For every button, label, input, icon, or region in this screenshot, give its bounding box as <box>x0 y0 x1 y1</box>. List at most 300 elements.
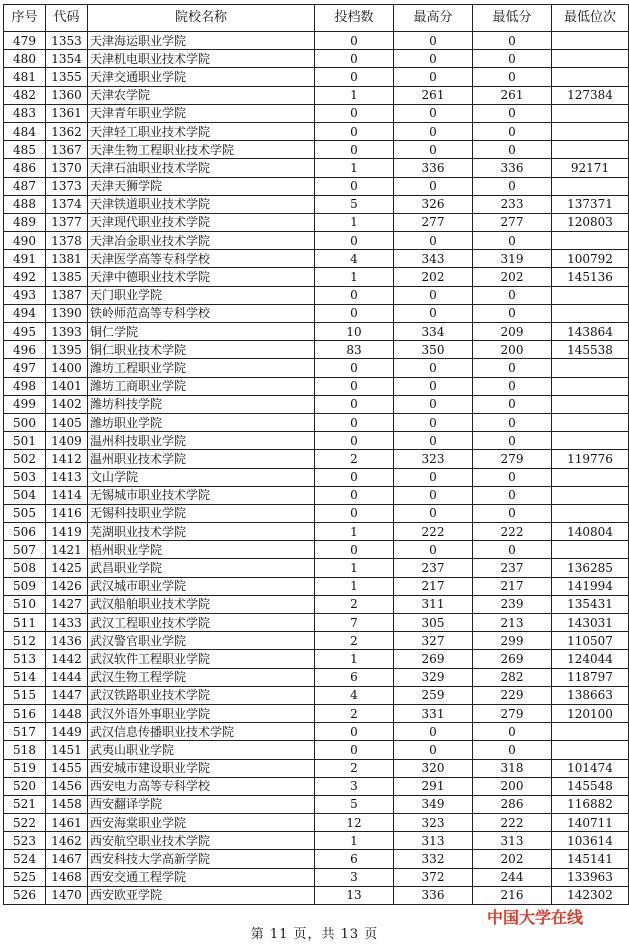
cell-admitted-count: 1 <box>315 213 394 231</box>
cell-admitted-count: 2 <box>315 759 394 777</box>
cell-code: 1419 <box>46 523 88 541</box>
cell-code: 1425 <box>46 559 88 577</box>
table-row <box>4 377 629 395</box>
cell-highest-score: 336 <box>394 886 473 904</box>
table-row <box>4 741 629 759</box>
cell-code: 1385 <box>46 268 88 286</box>
table-row <box>4 886 629 904</box>
cell-lowest-score: 0 <box>473 32 552 50</box>
table-row <box>4 323 629 341</box>
cell-admitted-count: 2 <box>315 450 394 468</box>
cell-highest-score: 261 <box>394 86 473 104</box>
cell-school-name: 天津医学高等专科学校 <box>88 250 315 268</box>
cell-school-name: 天津轻工职业技术学院 <box>88 122 315 140</box>
header-index: 序号 <box>4 5 46 32</box>
cell-code: 1373 <box>46 177 88 195</box>
cell-highest-score: 323 <box>394 814 473 832</box>
header-highest-score: 最高分 <box>394 5 473 32</box>
cell-lowest-score: 0 <box>473 741 552 759</box>
table-row <box>4 395 629 413</box>
cell-code: 1458 <box>46 795 88 813</box>
cell-code: 1467 <box>46 850 88 868</box>
cell-school-name: 铁岭师范高等专科学校 <box>88 304 315 322</box>
cell-index: 484 <box>4 122 46 140</box>
cell-admitted-count: 83 <box>315 341 394 359</box>
cell-admitted-count: 0 <box>315 395 394 413</box>
cell-highest-score: 343 <box>394 250 473 268</box>
header-code: 代码 <box>46 5 88 32</box>
cell-admitted-count: 3 <box>315 868 394 886</box>
cell-lowest-score: 319 <box>473 250 552 268</box>
cell-admitted-count: 0 <box>315 141 394 159</box>
cell-code: 1447 <box>46 686 88 704</box>
cell-school-name: 铜仁学院 <box>88 323 315 341</box>
cell-lowest-score: 318 <box>473 759 552 777</box>
cell-admitted-count: 2 <box>315 595 394 613</box>
cell-school-name: 梧州职业学院 <box>88 541 315 559</box>
cell-admitted-count: 0 <box>315 541 394 559</box>
cell-school-name: 武汉警官职业学院 <box>88 632 315 650</box>
cell-lowest-score: 202 <box>473 850 552 868</box>
cell-highest-score: 0 <box>394 104 473 122</box>
cell-admitted-count: 1 <box>315 577 394 595</box>
cell-highest-score: 0 <box>394 413 473 431</box>
cell-lowest-rank <box>552 304 629 322</box>
cell-school-name: 无锡科技职业学院 <box>88 504 315 522</box>
table-row <box>4 50 629 68</box>
cell-code: 1360 <box>46 86 88 104</box>
table-row <box>4 668 629 686</box>
cell-school-name: 武汉信息传播职业技术学院 <box>88 723 315 741</box>
cell-highest-score: 217 <box>394 577 473 595</box>
cell-code: 1387 <box>46 286 88 304</box>
cell-admitted-count: 0 <box>315 50 394 68</box>
cell-lowest-score: 0 <box>473 468 552 486</box>
cell-admitted-count: 1 <box>315 159 394 177</box>
admission-score-table <box>3 4 629 905</box>
cell-lowest-rank: 143864 <box>552 323 629 341</box>
cell-index: 516 <box>4 704 46 722</box>
cell-index: 481 <box>4 68 46 86</box>
cell-code: 1401 <box>46 377 88 395</box>
cell-code: 1353 <box>46 32 88 50</box>
cell-index: 495 <box>4 323 46 341</box>
table-row <box>4 122 629 140</box>
table-row <box>4 341 629 359</box>
cell-index: 489 <box>4 213 46 231</box>
cell-index: 504 <box>4 486 46 504</box>
cell-highest-score: 331 <box>394 704 473 722</box>
cell-code: 1362 <box>46 122 88 140</box>
cell-highest-score: 0 <box>394 68 473 86</box>
cell-lowest-rank <box>552 50 629 68</box>
cell-index: 500 <box>4 413 46 431</box>
cell-highest-score: 350 <box>394 341 473 359</box>
cell-admitted-count: 1 <box>315 650 394 668</box>
cell-lowest-score: 0 <box>473 395 552 413</box>
cell-admitted-count: 7 <box>315 614 394 632</box>
cell-highest-score: 0 <box>394 122 473 140</box>
cell-school-name: 武汉软件工程职业学院 <box>88 650 315 668</box>
cell-school-name: 温州科技职业学院 <box>88 432 315 450</box>
cell-highest-score: 0 <box>394 377 473 395</box>
cell-index: 523 <box>4 832 46 850</box>
cell-school-name: 潍坊工程职业学院 <box>88 359 315 377</box>
cell-index: 488 <box>4 195 46 213</box>
cell-admitted-count: 0 <box>315 32 394 50</box>
page-footer: 第 11 页，共 13 页 <box>250 927 379 942</box>
cell-lowest-rank <box>552 286 629 304</box>
cell-school-name: 西安科技大学高新学院 <box>88 850 315 868</box>
cell-lowest-score: 0 <box>473 377 552 395</box>
cell-code: 1449 <box>46 723 88 741</box>
table-row <box>4 614 629 632</box>
cell-code: 1426 <box>46 577 88 595</box>
table-row <box>4 650 629 668</box>
cell-school-name: 西安交通工程学院 <box>88 868 315 886</box>
cell-lowest-rank <box>552 432 629 450</box>
table-row <box>4 232 629 250</box>
cell-lowest-score: 0 <box>473 232 552 250</box>
cell-lowest-rank <box>552 141 629 159</box>
cell-lowest-score: 0 <box>473 413 552 431</box>
table-row <box>4 86 629 104</box>
table-row <box>4 68 629 86</box>
cell-code: 1409 <box>46 432 88 450</box>
cell-lowest-score: 222 <box>473 814 552 832</box>
cell-highest-score: 0 <box>394 541 473 559</box>
table-row <box>4 304 629 322</box>
cell-index: 503 <box>4 468 46 486</box>
cell-lowest-rank <box>552 232 629 250</box>
table-row <box>4 468 629 486</box>
cell-index: 524 <box>4 850 46 868</box>
cell-index: 511 <box>4 614 46 632</box>
cell-lowest-rank: 110507 <box>552 632 629 650</box>
cell-highest-score: 0 <box>394 395 473 413</box>
cell-school-name: 天津中德职业技术学院 <box>88 268 315 286</box>
cell-school-name: 天门职业学院 <box>88 286 315 304</box>
cell-highest-score: 336 <box>394 159 473 177</box>
cell-school-name: 芜湖职业技术学院 <box>88 523 315 541</box>
cell-lowest-rank: 145548 <box>552 777 629 795</box>
cell-lowest-score: 269 <box>473 650 552 668</box>
cell-admitted-count: 0 <box>315 177 394 195</box>
table-row <box>4 759 629 777</box>
watermark-logo: 中国大学在线 <box>487 908 584 927</box>
cell-highest-score: 0 <box>394 286 473 304</box>
table-row <box>4 704 629 722</box>
cell-index: 505 <box>4 504 46 522</box>
cell-admitted-count: 0 <box>315 504 394 522</box>
cell-admitted-count: 0 <box>315 413 394 431</box>
table-row <box>4 577 629 595</box>
cell-lowest-rank: 127384 <box>552 86 629 104</box>
cell-lowest-rank <box>552 122 629 140</box>
cell-code: 1378 <box>46 232 88 250</box>
cell-lowest-rank: 124044 <box>552 650 629 668</box>
cell-lowest-rank <box>552 177 629 195</box>
cell-code: 1444 <box>46 668 88 686</box>
cell-index: 498 <box>4 377 46 395</box>
cell-admitted-count: 1 <box>315 832 394 850</box>
cell-code: 1354 <box>46 50 88 68</box>
cell-admitted-count: 10 <box>315 323 394 341</box>
cell-lowest-score: 299 <box>473 632 552 650</box>
cell-school-name: 天津石油职业技术学院 <box>88 159 315 177</box>
header-lowest-rank: 最低位次 <box>552 5 629 32</box>
header-admitted-count: 投档数 <box>315 5 394 32</box>
cell-code: 1413 <box>46 468 88 486</box>
cell-lowest-score: 229 <box>473 686 552 704</box>
cell-code: 1448 <box>46 704 88 722</box>
cell-school-name: 潍坊工商职业学院 <box>88 377 315 395</box>
score-table-page <box>3 4 628 905</box>
cell-code: 1470 <box>46 886 88 904</box>
cell-admitted-count: 12 <box>315 814 394 832</box>
cell-admitted-count: 5 <box>315 195 394 213</box>
cell-index: 522 <box>4 814 46 832</box>
cell-highest-score: 0 <box>394 304 473 322</box>
table-row <box>4 432 629 450</box>
cell-lowest-score: 0 <box>473 104 552 122</box>
cell-admitted-count: 0 <box>315 741 394 759</box>
cell-index: 493 <box>4 286 46 304</box>
cell-admitted-count: 13 <box>315 886 394 904</box>
cell-school-name: 天津冶金职业技术学院 <box>88 232 315 250</box>
cell-lowest-rank <box>552 32 629 50</box>
cell-school-name: 潍坊职业学院 <box>88 413 315 431</box>
cell-index: 514 <box>4 668 46 686</box>
table-row <box>4 832 629 850</box>
cell-school-name: 天津青年职业学院 <box>88 104 315 122</box>
cell-code: 1436 <box>46 632 88 650</box>
cell-admitted-count: 0 <box>315 286 394 304</box>
cell-highest-score: 0 <box>394 177 473 195</box>
table-row <box>4 177 629 195</box>
cell-school-name: 天津农学院 <box>88 86 315 104</box>
cell-lowest-rank: 135431 <box>552 595 629 613</box>
cell-index: 485 <box>4 141 46 159</box>
cell-code: 1461 <box>46 814 88 832</box>
cell-lowest-rank <box>552 104 629 122</box>
cell-school-name: 西安翻译学院 <box>88 795 315 813</box>
cell-admitted-count: 2 <box>315 704 394 722</box>
cell-admitted-count: 0 <box>315 432 394 450</box>
cell-admitted-count: 6 <box>315 668 394 686</box>
cell-code: 1361 <box>46 104 88 122</box>
cell-admitted-count: 0 <box>315 359 394 377</box>
cell-lowest-rank: 143031 <box>552 614 629 632</box>
cell-admitted-count: 5 <box>315 795 394 813</box>
table-row <box>4 868 629 886</box>
cell-lowest-score: 209 <box>473 323 552 341</box>
table-row <box>4 814 629 832</box>
cell-index: 520 <box>4 777 46 795</box>
cell-school-name: 铜仁职业技术学院 <box>88 341 315 359</box>
table-row <box>4 723 629 741</box>
cell-lowest-score: 217 <box>473 577 552 595</box>
table-row <box>4 32 629 50</box>
header-lowest-score: 最低分 <box>473 5 552 32</box>
cell-school-name: 无锡城市职业技术学院 <box>88 486 315 504</box>
cell-code: 1405 <box>46 413 88 431</box>
cell-index: 480 <box>4 50 46 68</box>
cell-lowest-score: 261 <box>473 86 552 104</box>
cell-school-name: 西安航空职业技术学院 <box>88 832 315 850</box>
cell-lowest-rank: 118797 <box>552 668 629 686</box>
cell-lowest-score: 0 <box>473 50 552 68</box>
cell-lowest-score: 0 <box>473 723 552 741</box>
cell-index: 519 <box>4 759 46 777</box>
cell-lowest-score: 213 <box>473 614 552 632</box>
cell-highest-score: 332 <box>394 850 473 868</box>
cell-school-name: 天津海运职业学院 <box>88 32 315 50</box>
cell-lowest-rank: 136285 <box>552 559 629 577</box>
cell-lowest-rank: 145136 <box>552 268 629 286</box>
cell-highest-score: 0 <box>394 50 473 68</box>
cell-index: 490 <box>4 232 46 250</box>
cell-lowest-score: 0 <box>473 122 552 140</box>
cell-index: 513 <box>4 650 46 668</box>
cell-code: 1412 <box>46 450 88 468</box>
cell-lowest-rank: 133963 <box>552 868 629 886</box>
cell-highest-score: 237 <box>394 559 473 577</box>
cell-lowest-score: 216 <box>473 886 552 904</box>
cell-school-name: 潍坊科技学院 <box>88 395 315 413</box>
cell-highest-score: 326 <box>394 195 473 213</box>
cell-lowest-score: 279 <box>473 704 552 722</box>
cell-index: 483 <box>4 104 46 122</box>
table-row <box>4 195 629 213</box>
cell-lowest-rank: 92171 <box>552 159 629 177</box>
cell-highest-score: 329 <box>394 668 473 686</box>
table-row <box>4 777 629 795</box>
table-row <box>4 450 629 468</box>
cell-highest-score: 0 <box>394 723 473 741</box>
table-row <box>4 523 629 541</box>
cell-index: 499 <box>4 395 46 413</box>
cell-code: 1355 <box>46 68 88 86</box>
cell-lowest-score: 0 <box>473 486 552 504</box>
cell-index: 502 <box>4 450 46 468</box>
cell-highest-score: 372 <box>394 868 473 886</box>
cell-school-name: 武汉城市职业学院 <box>88 577 315 595</box>
cell-index: 508 <box>4 559 46 577</box>
cell-highest-score: 259 <box>394 686 473 704</box>
cell-admitted-count: 0 <box>315 122 394 140</box>
cell-index: 506 <box>4 523 46 541</box>
cell-lowest-score: 222 <box>473 523 552 541</box>
table-row <box>4 286 629 304</box>
cell-highest-score: 320 <box>394 759 473 777</box>
cell-code: 1402 <box>46 395 88 413</box>
cell-index: 512 <box>4 632 46 650</box>
cell-index: 517 <box>4 723 46 741</box>
cell-lowest-score: 0 <box>473 286 552 304</box>
cell-lowest-rank <box>552 723 629 741</box>
cell-lowest-score: 244 <box>473 868 552 886</box>
cell-lowest-rank <box>552 541 629 559</box>
cell-lowest-score: 0 <box>473 177 552 195</box>
cell-lowest-score: 279 <box>473 450 552 468</box>
cell-lowest-rank: 100792 <box>552 250 629 268</box>
cell-highest-score: 311 <box>394 595 473 613</box>
cell-lowest-score: 286 <box>473 795 552 813</box>
table-body <box>4 32 629 905</box>
cell-code: 1442 <box>46 650 88 668</box>
cell-code: 1462 <box>46 832 88 850</box>
cell-highest-score: 349 <box>394 795 473 813</box>
table-row <box>4 504 629 522</box>
cell-school-name: 温州职业技术学院 <box>88 450 315 468</box>
cell-index: 492 <box>4 268 46 286</box>
cell-school-name: 武夷山职业学院 <box>88 741 315 759</box>
cell-highest-score: 222 <box>394 523 473 541</box>
cell-code: 1414 <box>46 486 88 504</box>
cell-lowest-rank <box>552 504 629 522</box>
cell-code: 1367 <box>46 141 88 159</box>
cell-admitted-count: 0 <box>315 377 394 395</box>
table-row <box>4 559 629 577</box>
cell-admitted-count: 1 <box>315 559 394 577</box>
cell-admitted-count: 4 <box>315 250 394 268</box>
cell-school-name: 武汉工程职业技术学院 <box>88 614 315 632</box>
cell-index: 510 <box>4 595 46 613</box>
cell-school-name: 西安城市建设职业学院 <box>88 759 315 777</box>
cell-lowest-score: 336 <box>473 159 552 177</box>
cell-highest-score: 0 <box>394 32 473 50</box>
cell-highest-score: 291 <box>394 777 473 795</box>
cell-lowest-score: 0 <box>473 541 552 559</box>
table-row <box>4 413 629 431</box>
table-row <box>4 141 629 159</box>
cell-school-name: 天津交通职业学院 <box>88 68 315 86</box>
cell-lowest-score: 313 <box>473 832 552 850</box>
cell-highest-score: 313 <box>394 832 473 850</box>
cell-lowest-rank: 141994 <box>552 577 629 595</box>
cell-highest-score: 202 <box>394 268 473 286</box>
cell-lowest-rank: 145141 <box>552 850 629 868</box>
cell-code: 1370 <box>46 159 88 177</box>
cell-code: 1377 <box>46 213 88 231</box>
cell-school-name: 武昌职业学院 <box>88 559 315 577</box>
cell-lowest-rank: 120100 <box>552 704 629 722</box>
cell-index: 507 <box>4 541 46 559</box>
cell-lowest-rank <box>552 377 629 395</box>
cell-highest-score: 334 <box>394 323 473 341</box>
header-school-name: 院校名称 <box>88 5 315 32</box>
cell-lowest-score: 0 <box>473 304 552 322</box>
cell-school-name: 天津铁道职业技术学院 <box>88 195 315 213</box>
cell-school-name: 天津现代职业技术学院 <box>88 213 315 231</box>
cell-admitted-count: 1 <box>315 523 394 541</box>
cell-lowest-score: 0 <box>473 68 552 86</box>
cell-index: 497 <box>4 359 46 377</box>
cell-lowest-score: 200 <box>473 341 552 359</box>
cell-highest-score: 0 <box>394 432 473 450</box>
cell-index: 494 <box>4 304 46 322</box>
cell-school-name: 天津天狮学院 <box>88 177 315 195</box>
cell-code: 1427 <box>46 595 88 613</box>
cell-admitted-count: 0 <box>315 723 394 741</box>
cell-school-name: 天津机电职业技术学院 <box>88 50 315 68</box>
table-header-row <box>4 5 629 32</box>
cell-code: 1456 <box>46 777 88 795</box>
cell-index: 525 <box>4 868 46 886</box>
cell-lowest-score: 0 <box>473 141 552 159</box>
table-row <box>4 686 629 704</box>
